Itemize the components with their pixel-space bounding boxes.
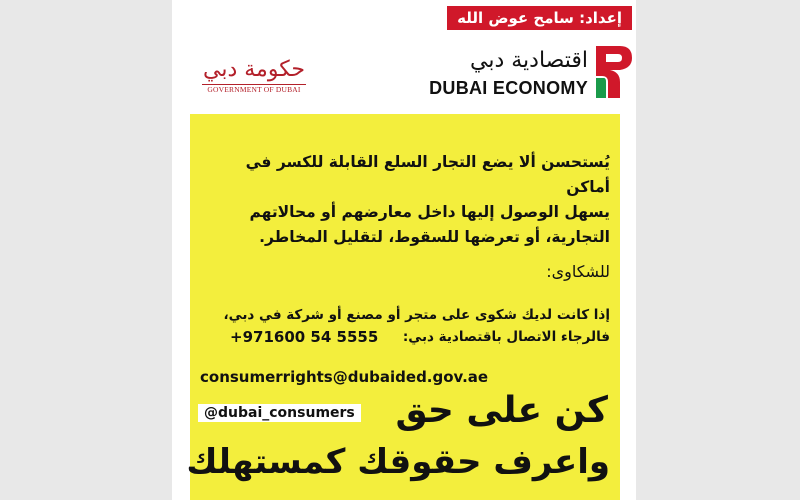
social-handle: @dubai_consumers xyxy=(198,404,361,422)
slogan-line-2: واعرف حقوقك كمستهلك xyxy=(186,442,610,482)
advice-text xyxy=(200,150,610,250)
gov-logo-english: GOVERNMENT OF DUBAI xyxy=(202,84,306,94)
advice-line: التجارية، أو تعرضها للسقوط، لتقليل المخاطر. xyxy=(259,228,610,246)
advice-line: يسهل الوصول إليها داخل معارضهم أو محالاتهم xyxy=(249,203,610,221)
complaint-line: فالرجاء الاتصال باقتصادية دبي: xyxy=(402,329,610,345)
de-logo-english: DUBAI ECONOMY xyxy=(429,78,588,98)
slogan-line-1: كن على حق xyxy=(395,390,608,431)
advice-line: يُستحسن ألا يضع التجار السلع القابلة للكسر في أماكن xyxy=(245,153,610,196)
complaints-heading: للشكاوى: xyxy=(546,262,610,281)
author-tag: إعداد: سامح عوض الله xyxy=(447,6,632,30)
infographic-card xyxy=(172,0,636,500)
dubai-economy-mark-icon xyxy=(594,42,634,100)
phone-number: +971600 54 5555 xyxy=(230,328,379,346)
email-address: consumerrights@dubaided.gov.ae xyxy=(200,368,489,386)
gov-logo-arabic: حكومة دبي xyxy=(203,57,305,82)
complaint-line: إذا كانت لديك شكوى على متجر أو مصنع أو شركة في دبي، xyxy=(223,307,610,323)
yellow-panel xyxy=(186,114,620,500)
government-of-dubai-logo xyxy=(194,56,314,102)
dubai-economy-logo xyxy=(384,40,634,104)
de-logo-arabic: اقتصادية دبي xyxy=(469,48,588,73)
